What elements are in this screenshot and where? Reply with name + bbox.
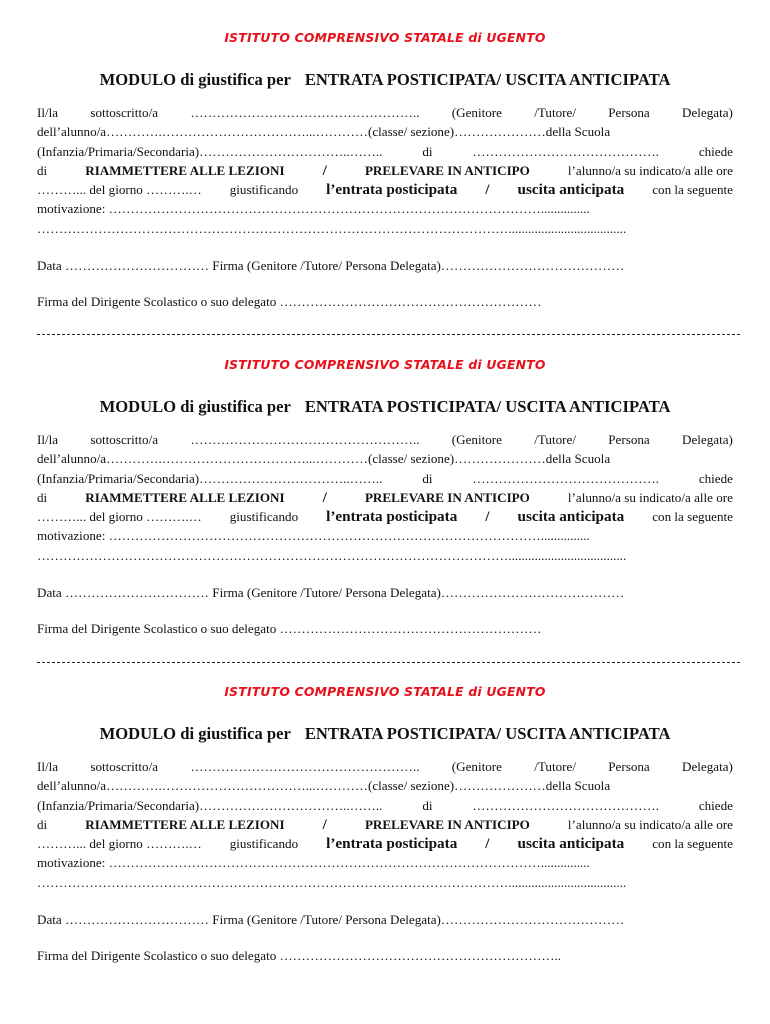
slash: /: [322, 488, 327, 506]
text-genitore: (Genitore: [451, 759, 502, 774]
school-level-field[interactable]: (Infanzia/Primaria/Secondaria)……………………………..……..: [37, 470, 383, 486]
text-tutore: /Tutore/: [534, 759, 576, 774]
text-persona: Persona: [608, 432, 650, 447]
text-genitore: (Genitore: [451, 432, 502, 447]
form-title-prefix: MODULO di giustifica per: [99, 70, 291, 89]
signer-name-field[interactable]: ……………………………………………..: [190, 759, 420, 774]
text-il-la: Il/la: [37, 759, 59, 774]
principal-signature-line[interactable]: Firma del Dirigente Scolastico o suo delegato ……………………………………………………: [37, 621, 542, 637]
line-request: [37, 488, 733, 507]
time-date-field[interactable]: ………... del giorno ……….…: [37, 836, 202, 852]
line-time: [37, 507, 733, 526]
text-persona: Persona: [608, 759, 650, 774]
text-di: di: [422, 470, 433, 486]
school-level-field[interactable]: (Infanzia/Primaria/Secondaria)……………………………..……..: [37, 797, 383, 813]
motivation-field-2[interactable]: ………………………………………………………………………………………………....................................: [37, 874, 627, 890]
text-seguente: con la seguente: [652, 182, 733, 198]
form-body: [37, 430, 733, 565]
option-entrata: l’entrata posticipata: [326, 508, 458, 526]
line-time: [37, 834, 733, 853]
line-student[interactable]: dell’alunno/a………….……………………………...…………(classe/ sezione)…………………della Scuola: [37, 124, 611, 140]
text-il-la: Il/la: [37, 432, 59, 447]
text-di-2: di: [37, 816, 48, 832]
text-il-la: Il/la: [37, 105, 59, 120]
signer-name-field[interactable]: ……………………………………………..: [190, 432, 420, 447]
line-student[interactable]: dell’alunno/a………….……………………………...…………(classe/ sezione)…………………della Scuola: [37, 778, 611, 794]
option-riammettere: RIAMMETTERE ALLE LEZIONI: [85, 162, 285, 178]
form-body: [37, 757, 733, 892]
motivation-field[interactable]: motivazione: ………………………………………………………………………………………...............: [37, 528, 590, 544]
text-delegata: Delegata): [682, 759, 733, 774]
text-di: di: [422, 143, 433, 159]
option-riammettere: RIAMMETTERE ALLE LEZIONI: [85, 816, 285, 832]
form-title-subject: ENTRATA POSTICIPATA/ USCITA ANTICIPATA: [304, 397, 671, 416]
cut-line-1: [37, 334, 740, 335]
line-request: [37, 161, 733, 180]
text-giustificando: giustificando: [229, 509, 299, 525]
justification-form-2: [37, 357, 733, 637]
text-sottoscritto: sottoscritto/a: [90, 432, 159, 447]
text-di: di: [422, 797, 433, 813]
date-signature-line[interactable]: Data …………………………… Firma (Genitore /Tutore/ Persona Delegata)……………………………………: [37, 258, 625, 274]
option-entrata: l’entrata posticipata: [326, 181, 458, 199]
form-title-prefix: MODULO di giustifica per: [99, 724, 291, 743]
text-genitore: (Genitore: [451, 105, 502, 120]
slash: /: [322, 815, 327, 833]
slash-2: /: [485, 508, 490, 526]
school-name: ISTITUTO COMPRENSIVO STATALE di UGENTO: [224, 684, 546, 699]
text-sottoscritto: sottoscritto/a: [90, 105, 159, 120]
line-school: [37, 469, 733, 488]
option-riammettere: RIAMMETTERE ALLE LEZIONI: [85, 489, 285, 505]
text-seguente: con la seguente: [652, 836, 733, 852]
motivation-field[interactable]: motivazione: ………………………………………………………………………………………...............: [37, 855, 590, 871]
option-uscita: uscita anticipata: [517, 508, 625, 526]
line-school: [37, 796, 733, 815]
school-name: ISTITUTO COMPRENSIVO STATALE di UGENTO: [224, 357, 546, 372]
motivation-field[interactable]: motivazione: ………………………………………………………………………………………...............: [37, 201, 590, 217]
line-signer: [37, 103, 733, 122]
school-level-field[interactable]: (Infanzia/Primaria/Secondaria)……………………………..……..: [37, 143, 383, 159]
slash: /: [322, 161, 327, 179]
principal-signature-line[interactable]: Firma del Dirigente Scolastico o suo delegato ………………………………………………………..: [37, 948, 562, 964]
text-di-2: di: [37, 489, 48, 505]
text-alunno-ore: l’alunno/a su indicato/a alle ore: [567, 489, 733, 505]
time-date-field[interactable]: ………... del giorno ……….…: [37, 182, 202, 198]
line-signer: [37, 430, 733, 449]
option-prelevare: PRELEVARE IN ANTICIPO: [364, 162, 530, 178]
form-title-prefix: MODULO di giustifica per: [99, 397, 291, 416]
school-name: ISTITUTO COMPRENSIVO STATALE di UGENTO: [224, 30, 546, 45]
text-chiede: chiede: [698, 797, 733, 813]
justification-form-3: [37, 684, 733, 964]
form-title-subject: ENTRATA POSTICIPATA/ USCITA ANTICIPATA: [304, 70, 671, 89]
school-place-field[interactable]: …………………………………….: [472, 470, 659, 486]
form-title-subject: ENTRATA POSTICIPATA/ USCITA ANTICIPATA: [304, 724, 671, 743]
form-title: [37, 724, 733, 744]
form-title: [37, 70, 733, 90]
line-request: [37, 815, 733, 834]
slash-2: /: [485, 181, 490, 199]
text-sottoscritto: sottoscritto/a: [90, 759, 159, 774]
motivation-field-2[interactable]: ………………………………………………………………………………………………....................................: [37, 220, 627, 236]
text-chiede: chiede: [698, 470, 733, 486]
line-student[interactable]: dell’alunno/a………….……………………………...…………(classe/ sezione)…………………della Scuola: [37, 451, 611, 467]
text-giustificando: giustificando: [229, 182, 299, 198]
line-time: [37, 180, 733, 199]
signer-name-field[interactable]: ……………………………………………..: [190, 105, 420, 120]
time-date-field[interactable]: ………... del giorno ……….…: [37, 509, 202, 525]
form-title: [37, 397, 733, 417]
option-prelevare: PRELEVARE IN ANTICIPO: [364, 489, 530, 505]
text-alunno-ore: l’alunno/a su indicato/a alle ore: [567, 162, 733, 178]
text-delegata: Delegata): [682, 432, 733, 447]
text-delegata: Delegata): [682, 105, 733, 120]
option-uscita: uscita anticipata: [517, 835, 625, 853]
text-chiede: chiede: [698, 143, 733, 159]
school-place-field[interactable]: …………………………………….: [472, 797, 659, 813]
text-di-2: di: [37, 162, 48, 178]
justification-form-1: [37, 30, 733, 310]
date-signature-line[interactable]: Data …………………………… Firma (Genitore /Tutore/ Persona Delegata)……………………………………: [37, 585, 625, 601]
cut-line-2: [37, 662, 740, 663]
text-alunno-ore: l’alunno/a su indicato/a alle ore: [567, 816, 733, 832]
principal-signature-line[interactable]: Firma del Dirigente Scolastico o suo delegato ……………………………………………………: [37, 294, 542, 310]
text-persona: Persona: [608, 105, 650, 120]
date-signature-line[interactable]: Data …………………………… Firma (Genitore /Tutore/ Persona Delegata)……………………………………: [37, 912, 625, 928]
text-giustificando: giustificando: [229, 836, 299, 852]
option-prelevare: PRELEVARE IN ANTICIPO: [364, 816, 530, 832]
option-entrata: l’entrata posticipata: [326, 835, 458, 853]
motivation-field-2[interactable]: ………………………………………………………………………………………………....................................: [37, 547, 627, 563]
text-seguente: con la seguente: [652, 509, 733, 525]
slash-2: /: [485, 835, 490, 853]
text-tutore: /Tutore/: [534, 432, 576, 447]
form-body: [37, 103, 733, 238]
option-uscita: uscita anticipata: [517, 181, 625, 199]
line-school: [37, 142, 733, 161]
line-signer: [37, 757, 733, 776]
school-place-field[interactable]: …………………………………….: [472, 143, 659, 159]
text-tutore: /Tutore/: [534, 105, 576, 120]
